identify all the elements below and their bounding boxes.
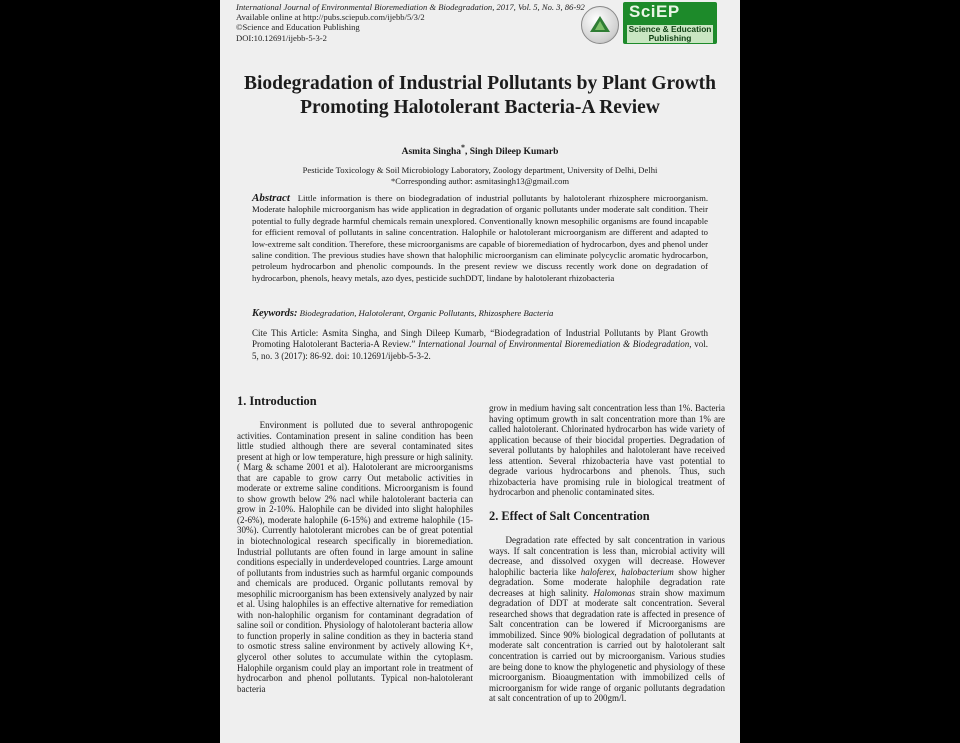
- affiliation-lab: Pesticide Toxicology & Soil Microbiology Laboratory, Zoology department, University of Delhi, Delhi: [302, 165, 658, 175]
- doi: DOI:10.12691/ijebb-5-3-2: [236, 32, 327, 43]
- logo-subtitle: Science & Education Publishing: [628, 24, 712, 43]
- keywords-label: Keywords:: [252, 308, 298, 319]
- journal-header: [236, 2, 585, 43]
- author-line: [220, 143, 740, 157]
- author-first: Asmita Singha: [401, 147, 461, 158]
- publisher-logo: [623, 2, 717, 44]
- abstract-text: Little information is there on biodegradation of industrial pollutants by halotolerant rhizosphere microorganism. Moderate halophile microorganism has wide application in degradation of organic pollutants under moderate salt condition. Their potential to fully degrade harmful chemicals remain unexplored. Conventionally known mesophilic organisms are found incapable for efficient removal of pollutants in saline concentration. Halophile or halotolerant microorganism are different and adapted to low-extreme salt condition. Therefore, these microorganisms are capable of bioremediation of hydrocarbon, dyes and phenol under saline condition. The previous studies have shown that halophilic microorganism can eliminate polycyclic aromatic hydrocarbon, petroleum hydrocarbon and phenolic compounds. In the present review we discuss recently work done on degradation of hydrocarbon, phenols, heavy metals, azo dyes, pesticide suchDDT, lindane by halotolerant rhizobacteria: [252, 193, 708, 283]
- keywords: [252, 308, 708, 319]
- section-heading-introduction: 1. Introduction: [237, 394, 317, 408]
- logo-wordmark: SciEP: [629, 2, 680, 21]
- cite-suffix: , vol. 5, no. 3 (2017): 86-92. doi: 10.12691/ijebb-5-3-2.: [252, 339, 708, 361]
- keywords-text: Biodegradation, Halotolerant, Organic Pollutants, Rhizosphere Bacteria: [299, 308, 554, 318]
- abstract-label: Abstract: [252, 192, 290, 204]
- author-sup: *: [461, 143, 465, 152]
- available-online: Available online at http://pubs.sciepub.com/ijebb/5/3/2: [236, 12, 425, 23]
- salt-italic-2: Halomonas: [593, 587, 635, 598]
- salt-text-3: strain show maximum degradation of DDT at moderate salt concentration. Several researched shows that degradation rate is affected in presence of Salt concentration can be lowered if Microorganisms are immobilized. Since 90% biological degradation of pollutants at moderate salt concentration is carried out by halotolerant salt concentration is carried out by microorganism. Various studies are being done to know the phylogenetic and physiology of these microorganism. Bioaugmentation with immobilized cells of microorganism for wide range of organic pollutants degradation at salt concentration of up to 200gm/l.: [489, 587, 725, 704]
- paper-page: [220, 0, 740, 743]
- salt-text-1: Degradation rate effected by salt concentration in various ways. If salt concentration is less than, microbial activity will decrease, and dissolved oxygen will decrease. However halophilic bacteria like: [489, 535, 726, 577]
- section-heading-salt: 2. Effect of Salt Concentration: [489, 509, 650, 523]
- introduction-body: [237, 420, 473, 694]
- salt-text-2: show higher degradation. Some moderate halophile degradation rate decreases at high salinity.: [489, 566, 725, 598]
- cite-prefix: Cite This Article: Asmita Singha, and Singh Dileep Kumarb, “Biodegradation of Industrial Pollutants by Plant Growth Promoting Halotolerant Bacteria-A Review.”: [252, 328, 708, 350]
- affiliation: [220, 165, 740, 186]
- cite-journal: International Journal of Environmental Bioremediation & Biodegradation: [418, 339, 690, 350]
- globe-icon: [581, 6, 619, 44]
- salt-body: [489, 535, 725, 704]
- copyright: ©Science and Education Publishing: [236, 22, 360, 33]
- author-rest: , Singh Dileep Kumarb: [464, 147, 559, 158]
- paper-title: Biodegradation of Industrial Pollutants by Plant Growth Promoting Halotolerant Bacteria-A Review: [243, 73, 717, 118]
- abstract: [252, 193, 708, 284]
- introduction-continued: grow in medium having salt concentration less than 1%. Bacteria having optimum growth in salt concentration more than 1% are called halotolerant. Chlorinated hydrocarbon has wide variety of application because of their biocidal properties. Degradation of several pollutants by halophiles and halotolerant have received less attention. Several rhizobacteria have vast potential to degrade various hydrocarbons and phenols. Thus, such rhizobacteria have promising rule in biological treatment of hydrocarbon and phenolic contaminated sites.: [489, 403, 725, 498]
- citation: [252, 328, 708, 362]
- journal-citation: International Journal of Environmental Bioremediation & Biodegradation, 2017, Vol. 5, No. 3, 86-92: [236, 2, 585, 12]
- salt-italic-1: haloferex, halobacterium: [580, 566, 674, 577]
- corresponding-author: *Corresponding author: asmitasingh13@gmail.com: [390, 175, 570, 186]
- introduction-text: Environment is polluted due to several anthropogenic activities. Contamination present in saline condition has been little studied although there are several contaminated sites present at high or low temperature, high pressure or high salinity. ( Marg & schame 2001 et al). Halotolerant are microorganisms that are capable to grow carry Out metabolic activities in moderate or extreme saline conditions. Microorganism is found to show growth below 2% nacl while halotolerant bacteria can grow in 2-10%. Halophile can be divided into slight halophiles (2-6%), moderate halophile (6-15%) and extreme halophile (15-30%). Currently halotolerant microbes can be of great potential in biotechnological research specifically in bioremediation. Industrial pollutants are often found in large amount in saline conditions especially in underdeveloped countries. Large amount of pollutants from industries such as harmful organic compounds and chemicals are produced. Organic pollutants removal by mesophilic microorganism has been extensively analyzed by nair et al. Using halophiles is an effective alternative for remediation with non-halophilic organism for contaminant degradation of saline soil or condition. Physiology of halotolerant bacteria allow to function properly in saline condition as they in bacteria stand to osmotic stress saline environment by actively allowing K+, glycerol other solutes to accumulate within the cytoplasm. Halophile organism could play an important role in treatment of hydrocarbon and phenol pollutants. Typical non-halotolerant bacteria: [237, 420, 474, 694]
